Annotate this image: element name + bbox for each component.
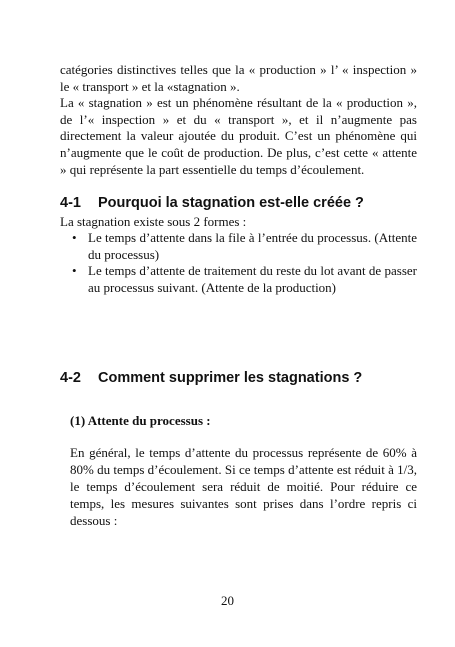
list-item-text: Le temps d’attente dans la file à l’entrée du processus. (Attente du processus) (88, 230, 417, 262)
section-number: 4-2 (60, 370, 81, 386)
intro-block (60, 62, 417, 178)
page-number: 20 (221, 593, 234, 608)
subsection-body: En général, le temps d’attente du processus représente de 60% à 80% du temps d’écoulement. Si ce temps d’attente est réduit à 1/3, le temps d’écoulement sera réduit de moitié. Pour réduire ce temps, les mesures suivantes sont prises dans l’ordre repris ci dessous : (70, 445, 417, 528)
intro-paragraph-2: La « stagnation » est un phénomène résultant de la « production », de l’« inspection » et du « transport », et il n’augmente pas directement la valeur ajoutée du produit. C’est un phénomène qui n’augmente que le coût de production. De plus, c’est cette « attente » qui représente la part essentielle du temps d’écoulement. (60, 95, 417, 177)
bullet-list (60, 230, 417, 296)
list-item (60, 263, 417, 296)
section-title: Pourquoi la stagnation est-elle créée ? (98, 195, 364, 211)
bullet-icon: • (72, 263, 77, 279)
list-item-text: Le temps d’attente de traitement du reste du lot avant de passer au processus suivant. (Attente de la production) (88, 263, 417, 295)
bullet-icon: • (72, 230, 77, 245)
section-intro-text: La stagnation existe sous 2 formes : (60, 214, 247, 229)
section-heading-4-2 (60, 370, 362, 386)
section-heading-4-1 (60, 195, 364, 211)
intro-paragraph-1: catégories distinctives telles que la « production » l’ « inspection » le « transport » et la «stagnation ». (60, 62, 417, 94)
subsection-heading: (1) Attente du processus : (70, 413, 211, 428)
list-item (60, 230, 417, 263)
section-title: Comment supprimer les stagnations ? (98, 370, 363, 386)
section-number: 4-1 (60, 195, 81, 211)
